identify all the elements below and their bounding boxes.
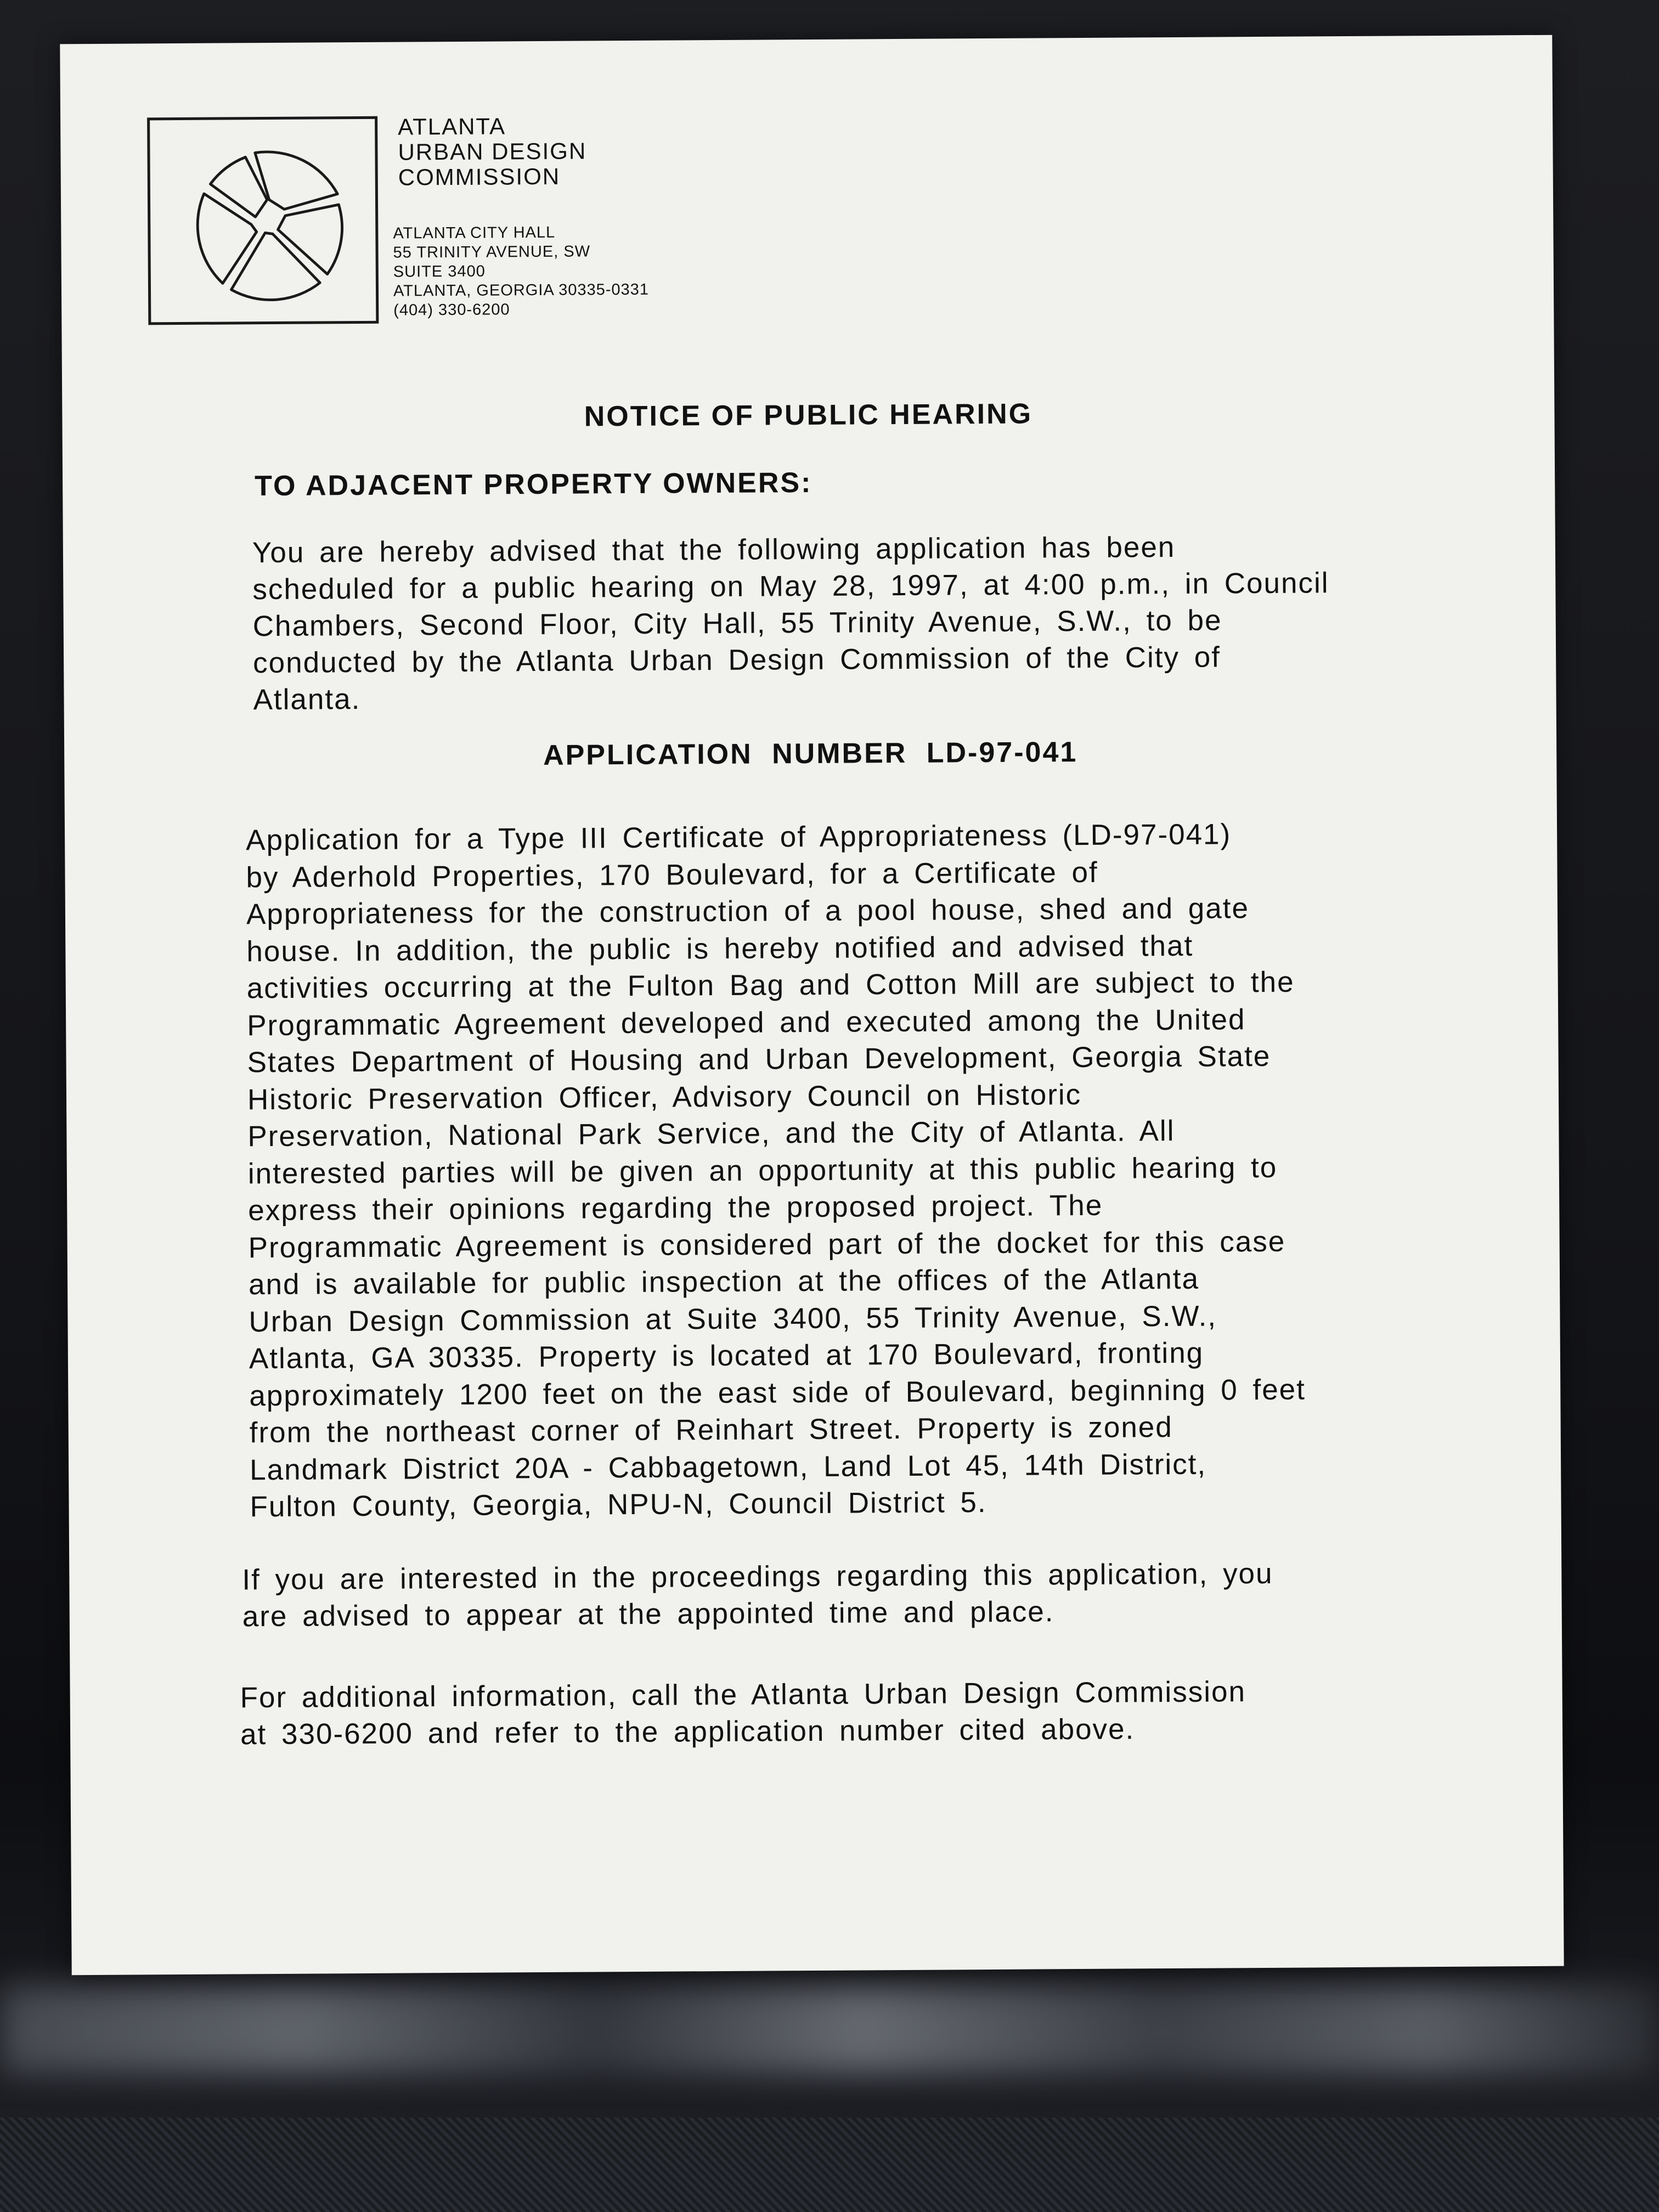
intro-paragraph: You are hereby advised that the following application has been scheduled for a public hearing on May 28, 1997, at 4:00 p.m., in Council Chambers, Second Floor, City Hall, 55 Trinity Avenue, S.W., to be conducted by the Atlanta Urban Design Commission of the City of Atlanta. [252,531,1329,716]
organization-address [393,223,649,320]
notice-document [60,35,1564,1976]
commission-logo [147,116,379,325]
contact-paragraph: For additional information, call the Atlanta Urban Design Commission at 330-6200 and refer to the application number cited above. [240,1675,1246,1751]
address-line: ATLANTA, GEORGIA 30335-0331 [393,280,650,300]
organization-name [398,113,587,190]
org-name-line: COMMISSION [398,163,561,190]
phone-number: (404) 330-6200 [393,301,510,319]
notice-title: NOTICE OF PUBLIC HEARING [584,398,1033,433]
address-line: ATLANTA CITY HALL [393,223,556,242]
salutation: TO ADJACENT PROPERTY OWNERS: [255,466,812,503]
address-line: SUITE 3400 [393,262,486,281]
address-line: 55 TRINITY AVENUE, SW [393,242,591,262]
org-name-line: ATLANTA [398,113,506,140]
application-number-heading: APPLICATION NUMBER LD-97-041 [543,736,1078,771]
circle-segmented-logo-icon [150,119,376,322]
org-name-line: URBAN DESIGN [398,138,587,165]
table-edge [0,2118,1659,2212]
interest-paragraph: If you are interested in the proceedings regarding this application, you are advised to appear at the appointed time and place. [242,1557,1273,1633]
application-details-paragraph: Application for a Type III Certificate of Appropriateness (LD-97-041) by Aderhold Properties, 170 Boulevard, for a Certificate of Appropriateness for the construction of a pool house, shed and gate house. In addition, the public is hereby notified and advised that activities occurring at the Fulton Bag and Cotton Mill are subject to the Programmatic Agreement developed and executed among the United States Department of Housing and Urban Development, Georgia State Historic Preservation Officer, Advisory Council on Historic Preservation, National Park Service, and the City of Atlanta. All interested parties will be given an opportunity at this public hearing to express their opinions regarding the proposed project. The Programmatic Agreement is considered part of the docket for this case and is available for public inspection at the offices of the Atlanta Urban Design Commission at Suite 3400, 55 Trinity Avenue, S.W., Atlanta, GA 30335. Property is located at 170 Boulevard, fronting approximately 1200 feet on the east side of Boulevard, beginning 0 feet from the northeast corner of Reinhart Street. Property is zoned Landmark District 20A - Cabbagetown, Land Lot 45, 14th District, Fulton County, Georgia, NPU-N, Council District 5. [245,818,1306,1523]
table-reflection [0,1986,1659,2074]
